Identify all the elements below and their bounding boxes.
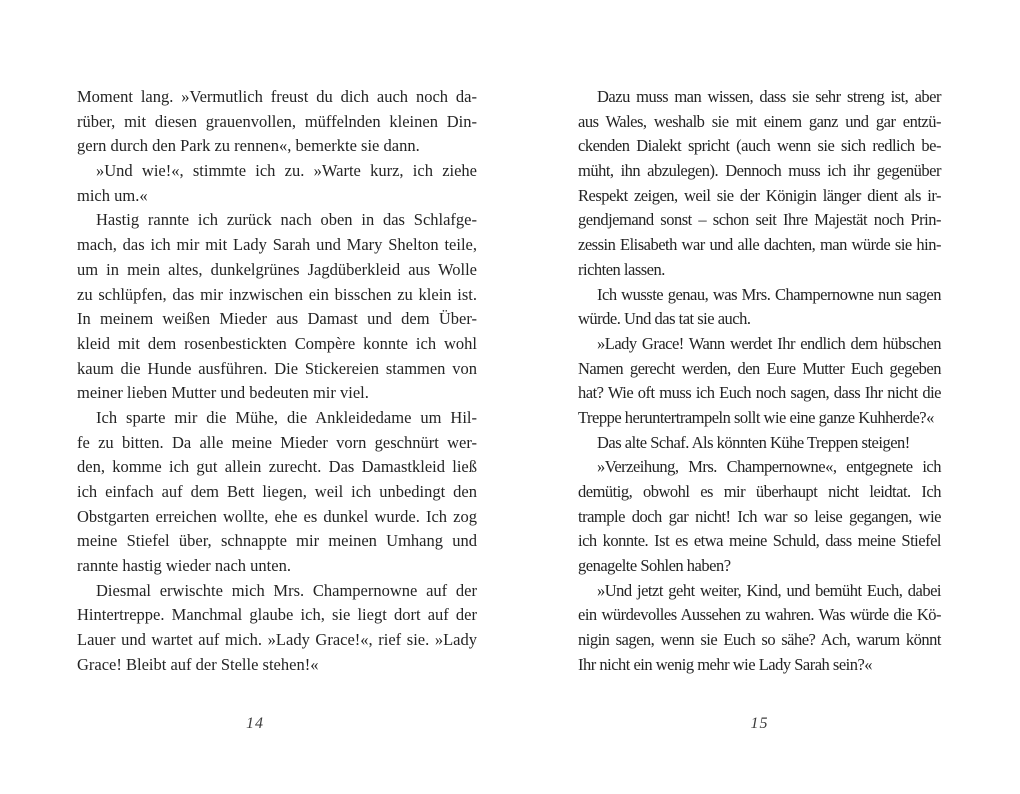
- text-line: Ich sparte mir die Mühe, die Ankleidedame um Hil-: [96, 407, 477, 427]
- text-line: Moment lang. »Vermutlich freust du dich auch noch da-: [77, 87, 477, 106]
- page-left-text-block: [77, 85, 477, 678]
- text-line: genagelte Sohlen haben?: [578, 556, 731, 576]
- text-line: Treppe heruntertrampeln sollt wie eine ganze Kuhherde?«: [578, 407, 934, 427]
- page-right: [510, 0, 1020, 794]
- text-line: Grace! Bleibt auf der Stelle stehen!«: [77, 654, 319, 674]
- text-line: richten lassen.: [578, 259, 665, 279]
- text-line: meiner lieben Mutter und bedeuten mir viel.: [77, 383, 369, 403]
- text-line: Dazu muss man wissen, dass sie sehr streng ist, aber: [597, 87, 941, 106]
- text-line: meine Stiefel über, schnappte mir meinen Umhang und: [77, 531, 477, 551]
- text-line: Das alte Schaf. Als könnten Kühe Treppen steigen!: [597, 432, 910, 452]
- text-line: Diesmal erwischte mich Mrs. Champernowne auf der: [96, 580, 477, 600]
- text-line: Respekt zeigen, weil sie der Königin länger dient als ir-: [578, 185, 941, 205]
- text-line: aus Wales, weshalb sie mit einem ganz und gar entzü-: [578, 111, 941, 131]
- text-line: »Und wie!«, stimmte ich zu. »Warte kurz, ich ziehe: [96, 161, 477, 181]
- text-line: Hintertreppe. Manchmal glaube ich, sie liegt dort auf der: [77, 605, 477, 625]
- text-line: rüber, mit diesen grauenvollen, müffelnden kleinen Din-: [77, 111, 477, 131]
- text-line: Obstgarten erreichen wollte, ehe es dunkel wurde. Ich zog: [77, 506, 477, 526]
- text-line: nigin sagen, wenn sie Euch so sähe? Ach, warum könnt: [578, 630, 941, 650]
- text-line: trample doch gar nicht! Ich war so leise gegangen, wie: [578, 506, 941, 526]
- text-line: »Und jetzt geht weiter, Kind, und bemüht Euch, dabei: [597, 580, 941, 600]
- text-line: würde. Und das tat sie auch.: [578, 309, 751, 329]
- text-line: »Lady Grace! Wann werdet Ihr endlich dem hübschen: [597, 333, 941, 353]
- text-line: Namen gerecht werden, den Eure Mutter Euch gegeben: [578, 358, 941, 378]
- text-line: gendjemand sonst – schon seit Ihre Majestät noch Prin-: [578, 210, 941, 230]
- text-line: ckenden Dialekt spricht (auch wenn sie sich redlich be-: [578, 136, 941, 156]
- text-line: den, komme ich gut allein zurecht. Das Damastkleid ließ: [77, 457, 477, 477]
- page-right-text-block: [578, 85, 941, 678]
- text-line: gern durch den Park zu rennen«, bemerkte sie dann.: [77, 136, 420, 156]
- text-line: kleid mit dem rosenbestickten Compère konnte ich wohl: [77, 333, 477, 353]
- page-right-number: 15: [750, 715, 769, 732]
- text-line: Hastig rannte ich zurück nach oben in das Schlafge-: [96, 210, 477, 230]
- text-line: ich konnte. Ist es etwa meine Schuld, dass meine Stiefel: [578, 531, 941, 551]
- text-line: zessin Elisabeth war und alle dachten, man würde sie hin-: [578, 235, 941, 255]
- text-line: müht, ihn abzulegen). Dennoch muss ich ihr gegenüber: [578, 161, 941, 181]
- text-line: demütig, obwohl es mir überhaupt nicht leidtat. Ich: [578, 482, 941, 501]
- text-line: fe zu bitten. Da alle meine Mieder vorn geschnürt wer-: [77, 432, 477, 452]
- text-line: mich um.«: [77, 185, 148, 205]
- text-line: mach, das ich mir mit Lady Sarah und Mary Shelton teile,: [77, 235, 477, 255]
- text-line: In meinem weißen Mieder aus Damast und dem Über-: [77, 309, 477, 329]
- text-line: hat? Wie oft muss ich Euch noch sagen, dass Ihr nicht die: [578, 383, 941, 403]
- text-line: zu schlüpfen, das mir inzwischen ein bisschen zu klein ist.: [77, 284, 477, 304]
- text-line: Ihr nicht ein wenig mehr wie Lady Sarah sein?«: [578, 654, 873, 674]
- text-line: um in mein altes, dunkelgrünes Jagdüberkleid aus Wolle: [77, 259, 477, 279]
- text-line: ich einfach auf dem Bett liegen, weil ich unbedingt den: [77, 482, 477, 501]
- text-line: rannte hastig wieder nach unten.: [77, 556, 291, 576]
- page-left-number: 14: [246, 715, 264, 732]
- text-line: kaum die Hunde ausführen. Die Stickereien stammen von: [77, 358, 477, 378]
- text-line: »Verzeihung, Mrs. Champernowne«, entgegnete ich: [597, 457, 941, 477]
- text-line: Ich wusste genau, was Mrs. Champernowne nun sagen: [597, 284, 941, 304]
- text-line: ein würdevolles Aussehen zu wahren. Was würde die Kö-: [578, 605, 941, 625]
- text-line: Lauer und wartet auf mich. »Lady Grace!«, rief sie. »Lady: [77, 630, 477, 650]
